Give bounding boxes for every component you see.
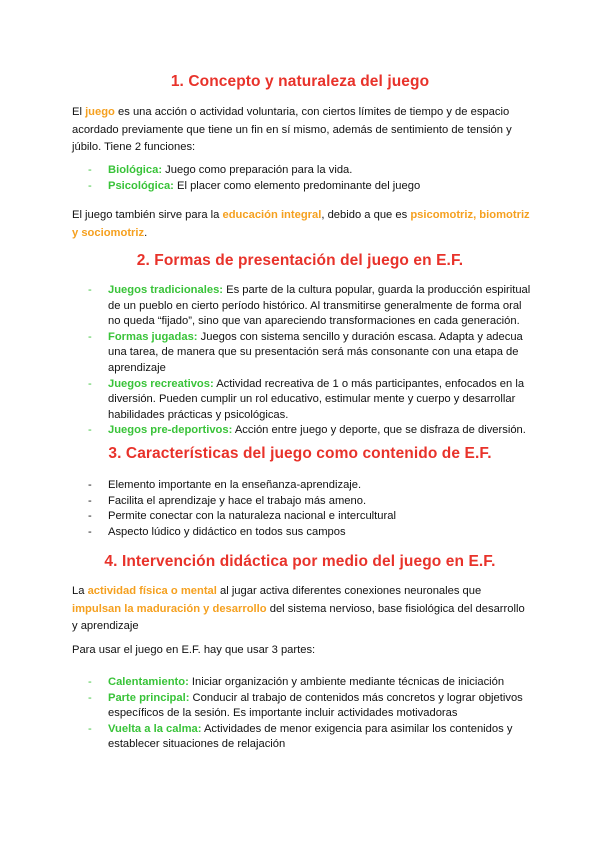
list-item: - Juegos pre-deportivos: Acción entre juego y deporte, que se disfraza de diversión. — [88, 423, 532, 439]
list-item: - Biológica: Juego como preparación para la vida. — [88, 163, 532, 179]
functions-list — [88, 163, 532, 194]
list-item: - Juegos recreativos: Actividad recreativa de 1 o más participantes, enfocados en la diversión. Pueden cumplir un rol educativo, estimular mente y cuerpo y desarrollar habilidades prácticas y psicológicas. — [88, 377, 532, 424]
section-3-title: 3. Características del juego como contenido de E.F. — [108, 445, 492, 462]
highlight-juego: juego — [85, 106, 115, 118]
section-1-extra: El juego también sirve para la educación integral, debido a que es psicomotriz, biomotriz y sociomotriz. — [72, 209, 530, 239]
section-1-intro: El juego es una acción o actividad voluntaria, con ciertos límites de tiempo y de espacio acordado previamente que tiene un fin en sí mismo, además de sentimiento de tensión y júbilo. Tiene 2 funciones: — [72, 106, 512, 153]
parts-list — [88, 675, 532, 753]
characteristics-list — [88, 478, 532, 540]
list-item: - Calentamiento: Iniciar organización y ambiente mediante técnicas de iniciación — [88, 675, 532, 691]
forms-list — [88, 283, 532, 439]
list-item: - Parte principal: Conducir al trabajo de contenidos más concretos y lograr objetivos específicos de la sesión. Es importante incluir actividades motivadoras — [88, 691, 532, 722]
list-item: - Formas jugadas: Juegos con sistema sencillo y duración escasa. Adapta y adecua una tarea, de manera que su presentación será más consonante con una etapa de aprendizaje — [88, 330, 532, 377]
list-item: - Aspecto lúdico y didáctico en todos sus campos — [88, 525, 532, 541]
list-item: - Psicológica: El placer como elemento predominante del juego — [88, 179, 532, 195]
parts-intro: Para usar el juego en E.F. hay que usar 3 partes: — [72, 644, 316, 656]
list-item: - Permite conectar con la naturaleza nacional e intercultural — [88, 509, 532, 525]
list-item: - Elemento importante en la enseñanza-aprendizaje. — [88, 478, 532, 494]
list-item: - Vuelta a la calma: Actividades de menor exigencia para asimilar los contenidos y establecer situaciones de relajación — [88, 722, 532, 753]
section-1-title: 1. Concepto y naturaleza del juego — [170, 73, 430, 90]
section-4-intro: La actividad física o mental al jugar activa diferentes conexiones neuronales que impulsan la maduración y desarrollo del sistema nervioso, base fisiológica del desarrollo y aprendizaje — [72, 585, 525, 632]
list-item: - Juegos tradicionales: Es parte de la cultura popular, guarda la producción espiritual de un pueblo en cierto período histórico. Al transmitirse generalmente de forma oral no queda “fijado”, sino que van apareciendo transformaciones en cada generación. — [88, 283, 532, 330]
section-2-title: 2. Formas de presentación del juego en E.F. — [136, 252, 464, 269]
list-item: - Facilita el aprendizaje y hace el trabajo más ameno. — [88, 494, 532, 510]
section-4-title: 4. Intervención didáctica por medio del juego en E.F. — [104, 553, 496, 570]
